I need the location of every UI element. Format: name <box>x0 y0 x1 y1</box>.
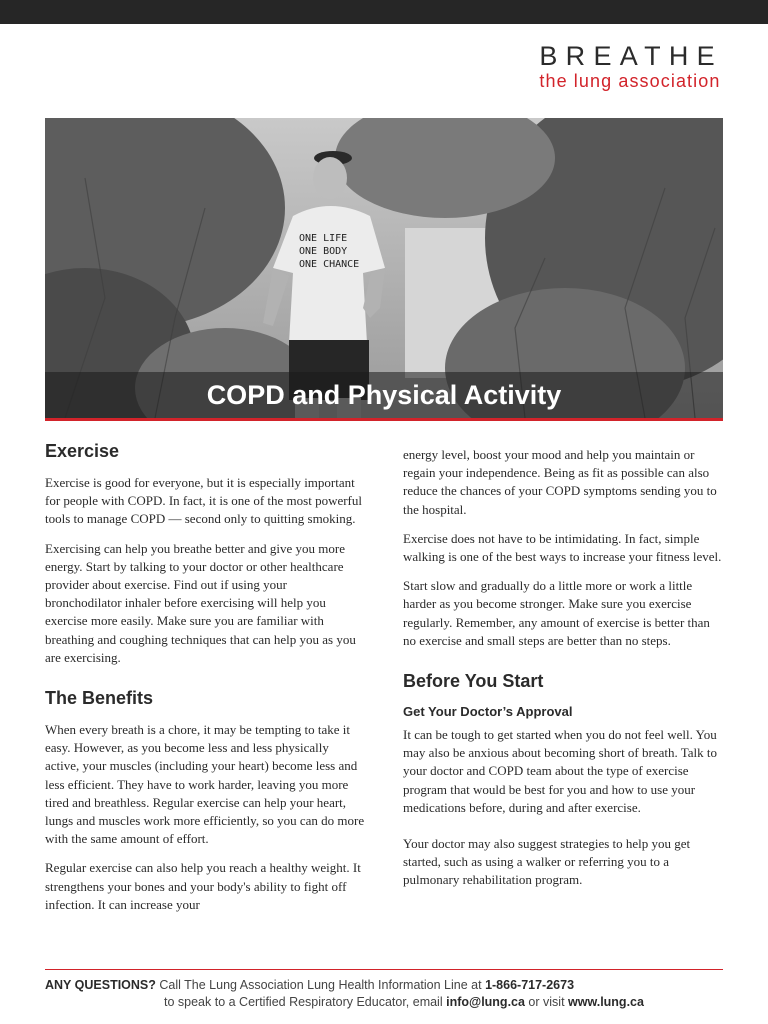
brand-logo <box>539 42 723 91</box>
footer-line-2 <box>45 994 735 1011</box>
right-column <box>403 446 725 901</box>
footer-email-link[interactable]: info@lung.ca <box>446 995 525 1009</box>
benefits-paragraph-2: Regular exercise can also help you reach a healthy weight. It strengthens your bones and your body's ability to fight off infection. It can increase your <box>45 860 361 912</box>
page-title: COPD and Physical Activity <box>206 380 562 410</box>
walking-paragraph: Exercise does not have to be intimidating. In fact, simple walking is one of the best ways to increase your fitness level. <box>403 530 722 565</box>
footer-educator-text: to speak to a Certified Respiratory Educator, email <box>164 995 447 1009</box>
exercise-heading: Exercise <box>45 441 120 461</box>
footer-divider <box>45 969 723 970</box>
top-bar <box>0 0 768 24</box>
footer-call-text: Call The Lung Association Lung Health Information Line at <box>155 978 486 992</box>
shirt-text-1: ONE LIFE <box>299 233 348 244</box>
start-slow-paragraph: Start slow and gradually do a little more or work a little harder as you become stronger. Make sure you exercise regularly. Remember, any amount of exercise is better than no exercise and small steps are better than no steps. <box>403 578 710 648</box>
footer <box>45 977 735 1011</box>
approval-paragraph-2: Your doctor may also suggest strategies to help you get started, such as using a walker or referring you to a pulmonary rehabilitation program. <box>403 836 691 888</box>
exercise-paragraph-2: Exercising can help you breathe better and give you more energy. Start by talking to your doctor or other healthcare provider about exercise. Find out if using your bronchodilator inhaler before exercising will help you exercise more easily. Make sure you are familiar with breathing and coughing techniques that can help you as you are exercising. <box>45 540 356 665</box>
shirt-text-3: ONE CHANCE <box>299 259 360 270</box>
brand-name: BREATHE <box>539 41 723 71</box>
benefits-heading: The Benefits <box>45 688 154 709</box>
continued-paragraph: energy level, boost your mood and help you maintain or regain your independence. Being as fit as possible can also reduce the chances of your COPD symptoms sending you to the hospital. <box>403 447 717 517</box>
approval-paragraph-1: It can be tough to get started when you do not feel well. You may also be anxious about becoming short of breath. Talk to your doctor and COPD team about the type of exercise program that would be best for you and how to use your medications before, during and after exercise. <box>403 727 718 815</box>
hero-divider <box>45 418 723 421</box>
benefits-paragraph-1: When every breath is a chore, it may be tempting to take it easy. However, as you become less and less physically active, your muscles (including your heart) become less and less efficient. They have to work harder, leaving you more tired and breathless. Regular exercise can help your heart, lungs and muscles work more efficiently, so you can do more with the same amount of effort. <box>45 722 365 847</box>
footer-line-1 <box>45 977 735 994</box>
exercise-paragraph-1: Exercise is good for everyone, but it is especially important for people with COPD. In fact, it is one of the most powerful tools to manage COPD — second only to quitting smoking. <box>45 475 362 527</box>
footer-website-link[interactable]: www.lung.ca <box>568 995 644 1009</box>
footer-label: ANY QUESTIONS? <box>45 978 156 992</box>
brand-tagline: the lung association <box>539 71 721 91</box>
footer-phone-link[interactable]: 1-866-717-2673 <box>485 978 575 992</box>
doctor-approval-heading: Get Your Doctor’s Approval <box>403 704 573 720</box>
hero-photo <box>45 118 723 421</box>
shirt-text-2: ONE BODY <box>299 246 348 257</box>
footer-or-visit: or visit <box>524 995 569 1009</box>
left-column <box>45 440 365 925</box>
before-you-start-heading: Before You Start <box>403 671 544 692</box>
